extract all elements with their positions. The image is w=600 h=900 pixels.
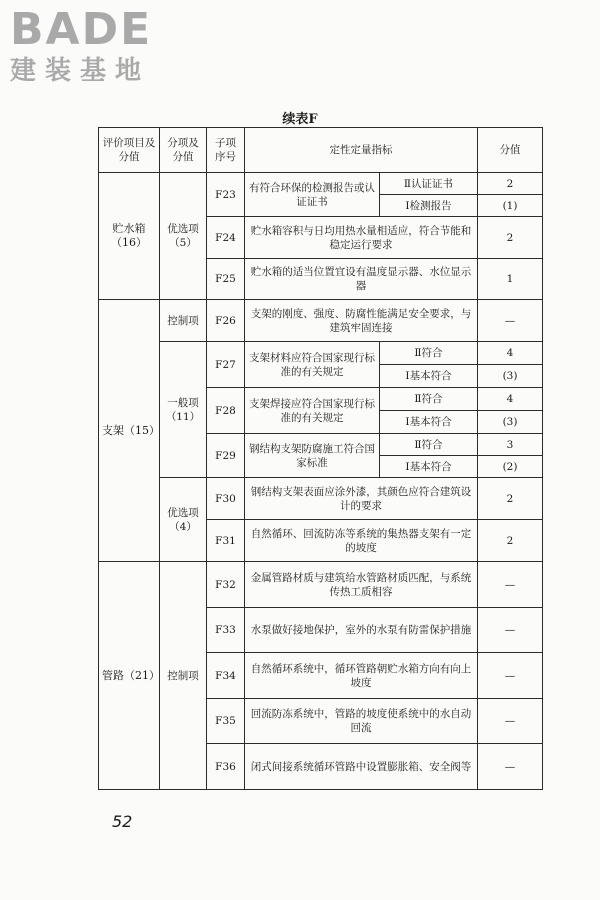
code-f30: F30 [207, 478, 245, 520]
header-item: 评价项目及分值 [99, 128, 160, 173]
option-f29-2: Ⅱ符合 [380, 434, 478, 456]
subgroup-general: 一般项（11） [160, 342, 207, 478]
option-f27-2: Ⅱ符合 [380, 342, 478, 365]
option-f28-2: Ⅱ符合 [380, 388, 478, 411]
score-f27-1: (3) [478, 365, 543, 388]
logo-wordmark: BADE [10, 4, 153, 55]
header-indicator: 定性定量指标 [245, 128, 478, 173]
score-f28-1: (3) [478, 411, 543, 434]
score-f23-2: 2 [478, 173, 543, 195]
code-f28: F28 [207, 388, 245, 434]
text-f34: 自然循环系统中，循环管路朝贮水箱方向有向上坡度 [245, 653, 478, 699]
logo-subtitle: 建装基地 [10, 56, 151, 86]
score-f27-2: 4 [478, 342, 543, 365]
score-f28-2: 4 [478, 388, 543, 411]
text-f31: 自然循环、回流防冻等系统的集热器支架有一定的坡度 [245, 520, 478, 562]
header-subitem: 分项及分值 [160, 128, 207, 173]
option-f23-1: Ⅰ检测报告 [380, 195, 478, 217]
text-f25: 贮水箱的适当位置宜设有温度显示器、水位显示器 [245, 259, 478, 300]
score-f30: 2 [478, 478, 543, 520]
evaluation-table [98, 127, 543, 790]
code-f25: F25 [207, 259, 245, 300]
code-f27: F27 [207, 342, 245, 388]
score-f25: 1 [478, 259, 543, 300]
text-f28: 支架焊接应符合国家现行标准的有关规定 [245, 388, 380, 434]
score-f36: — [478, 744, 543, 790]
group-bracket: 支架（15） [99, 300, 160, 562]
text-f35: 回流防冻系统中，管路的坡度使系统中的水自动回流 [245, 699, 478, 744]
code-f32: F32 [207, 562, 245, 608]
code-f34: F34 [207, 653, 245, 699]
score-f32: — [478, 562, 543, 608]
subgroup-control: 控制项 [160, 300, 207, 342]
header-score: 分值 [478, 128, 543, 173]
header-number: 子项序号 [207, 128, 245, 173]
table-caption: 续表F [282, 112, 318, 127]
group-tank: 贮水箱（16） [99, 173, 160, 300]
text-f32: 金属管路材质与建筑给水管路材质匹配，与系统传热工质相容 [245, 562, 478, 608]
table-row [99, 562, 543, 608]
score-f23-1: (1) [478, 195, 543, 217]
subgroup-optional-bracket: 优选项（4） [160, 478, 207, 562]
code-f31: F31 [207, 520, 245, 562]
score-f26: — [478, 300, 543, 342]
score-f33: — [478, 608, 543, 653]
table-row [99, 173, 543, 195]
code-f35: F35 [207, 699, 245, 744]
code-f26: F26 [207, 300, 245, 342]
code-f33: F33 [207, 608, 245, 653]
score-f34: — [478, 653, 543, 699]
score-f24: 2 [478, 217, 543, 259]
table-row [99, 342, 543, 365]
text-f26: 支架的刚度、强度、防腐性能满足安全要求，与建筑牢固连接 [245, 300, 478, 342]
table-row [99, 300, 543, 342]
score-f35: — [478, 699, 543, 744]
text-f30: 钢结构支架表面应涂外漆，其颜色应符合建筑设计的要求 [245, 478, 478, 520]
score-f29-1: (2) [478, 456, 543, 478]
code-f36: F36 [207, 744, 245, 790]
bade-logo [10, 4, 175, 86]
score-f31: 2 [478, 520, 543, 562]
subgroup-optional: 优选项（5） [160, 173, 207, 300]
option-f29-1: Ⅰ基本符合 [380, 456, 478, 478]
text-f23: 有符合环保的检测报告或认证证书 [245, 173, 380, 217]
group-pipe: 管路（21） [99, 562, 160, 790]
text-f29: 钢结构支架防腐施工符合国家标准 [245, 434, 380, 478]
option-f27-1: Ⅰ基本符合 [380, 365, 478, 388]
header-row [99, 128, 543, 173]
option-f23-2: Ⅱ认证证书 [380, 173, 478, 195]
code-f24: F24 [207, 217, 245, 259]
subgroup-control-pipe: 控制项 [160, 562, 207, 790]
text-f24: 贮水箱容积与日均用热水量相适应，符合节能和稳定运行要求 [245, 217, 478, 259]
text-f36: 闭式间接系统循环管路中设置膨胀箱、安全阀等 [245, 744, 478, 790]
page-number: 52 [112, 812, 133, 831]
option-f28-1: Ⅰ基本符合 [380, 411, 478, 434]
code-f29: F29 [207, 434, 245, 478]
code-f23: F23 [207, 173, 245, 217]
text-f27: 支架材料应符合国家现行标准的有关规定 [245, 342, 380, 388]
text-f33: 水泵做好接地保护，室外的水泵有防雷保护措施 [245, 608, 478, 653]
table-row [99, 478, 543, 520]
score-f29-2: 3 [478, 434, 543, 456]
